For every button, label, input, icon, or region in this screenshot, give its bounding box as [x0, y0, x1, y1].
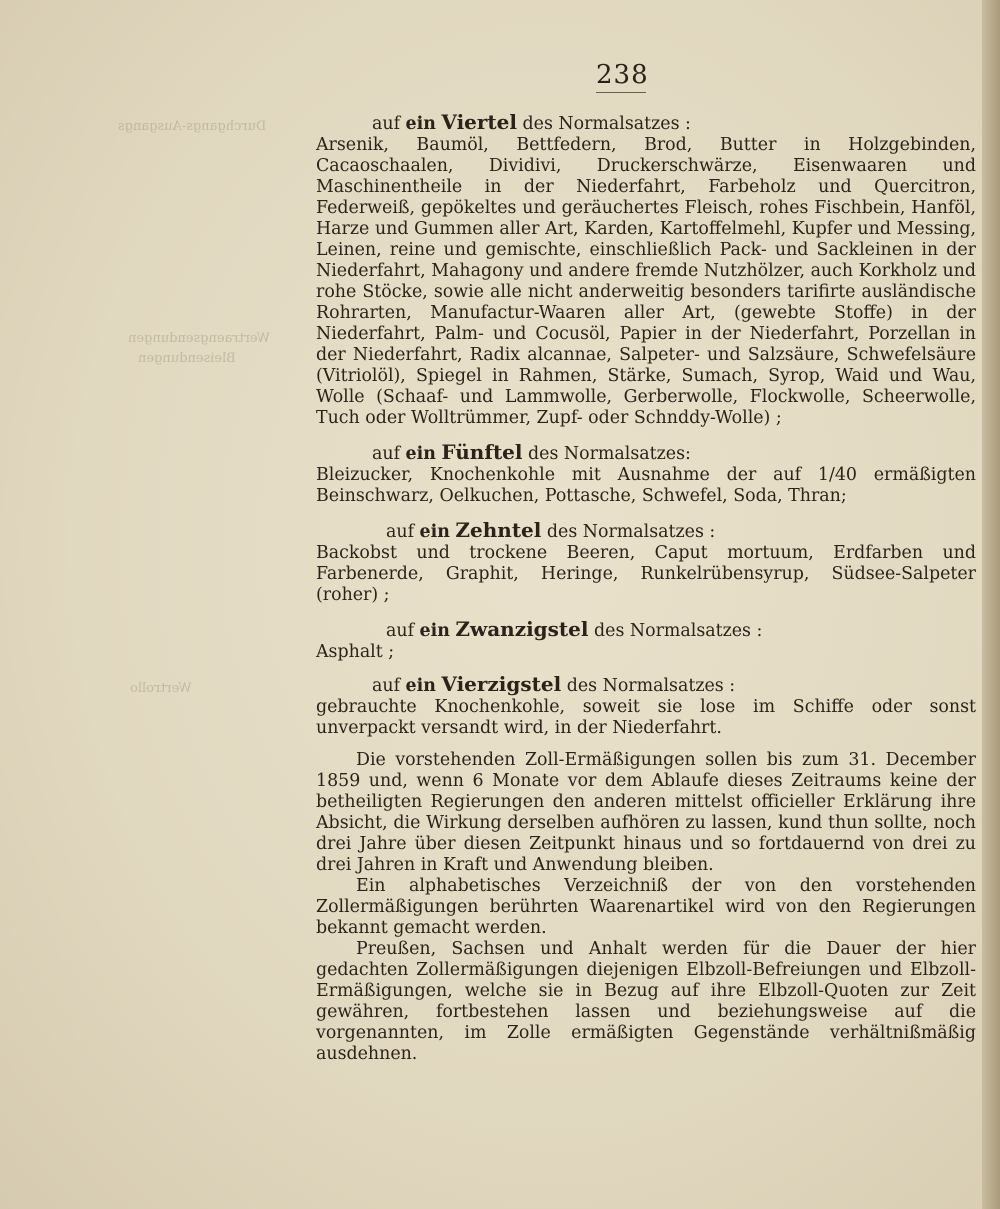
section-heading: auf ein Fünftel des Normalsatzes:	[372, 440, 691, 464]
bleed-through-text: Wertrollo	[130, 681, 192, 696]
fraction-label: Viertel	[441, 110, 517, 134]
fraction-label: Fünftel	[441, 440, 523, 464]
section-heading: auf ein Zehntel des Normalsatzes :	[386, 518, 716, 542]
goods-list: Arsenik, Baumöl, Bettfedern, Brod, Butter in Holzgebinden, Cacaoschaalen, Dividivi, Druckerschwärze, Eisenwaaren und Maschinentheile in der Niederfahrt, Farbeholz und Quercitron, Federweiß, gepökeltes und geräuchertes Fleisch, rohes Fischbein, Hanföl, Harze und Gummen aller Art, Karden, Kartoffelmehl, Kupfer und Messing, Leinen, reine und gemischte, einschließlich Pack- und Sackleinen in der Niederfahrt, Mahagony und andere fremde Nutzhölzer, auch Korkholz und rohe Stöcke, sowie alle nicht anderweitig besonders tarifirte ausländische Rohrarten, Manufactur-Waaren aller Art, (gewebte Stoffe) in der Niederfahrt, Palm- und Cocusöl, Papier in der Niederfahrt, Porzellan in der Niederfahrt, Radix alcannae, Salpeter- und Salzsäure, Schwefelsäure (Vitriolöl), Spiegel in Rahmen, Stärke, Sumach, Syrop, Waid und Wau, Wolle (Schaaf- und Lammwolle, Gerberwolle, Flockwolle, Scheerwolle, Tuch oder Wolltrümmer, Zupf- oder Schnddy-Wolle) ;	[316, 135, 976, 428]
page-body	[316, 112, 976, 1065]
bleed-through-text: Bleisendungen	[138, 351, 236, 366]
goods-list: gebrauchte Knochenkohle, soweit sie lose im Schiffe oder sonst unverpackt versandt wird, in der Niederfahrt.	[316, 697, 976, 738]
section-heading: auf ein Zwanzigstel des Normalsatzes :	[386, 617, 763, 641]
page-number: 238	[596, 60, 649, 90]
goods-list: Backobst und trockene Beeren, Caput mortuum, Erdfarben und Farbenerde, Graphit, Heringe, Runkelrübensyrup, Südsee-Salpeter (roher) ;	[316, 543, 976, 605]
page-number-underline	[596, 92, 646, 93]
goods-list: Asphalt ;	[316, 642, 395, 662]
body-paragraph: Ein alphabetisches Verzeichniß der von den vorstehenden Zollermäßigungen berührten Waarenartikel wird von den Regierungen bekannt gemacht werden.	[316, 876, 976, 938]
section-heading: auf ein Viertel des Normalsatzes :	[372, 110, 691, 134]
fraction-label: Zehntel	[455, 518, 542, 542]
fraction-label: Vierzigstel	[441, 672, 562, 696]
goods-list: Bleizucker, Knochenkohle mit Ausnahme der auf 1/40 ermäßigten Beinschwarz, Oelkuchen, Pottasche, Schwefel, Soda, Thran;	[316, 465, 976, 506]
fraction-label: Zwanzigstel	[455, 617, 589, 641]
body-paragraph: Preußen, Sachsen und Anhalt werden für die Dauer der hier gedachten Zollermäßigungen diejenigen Elbzoll-Befreiungen und Elbzoll-Ermäßigungen, welche sie in Bezug auf ihre Elbzoll-Quoten zur Zeit gewähren, fortbestehen lassen und beziehungsweise auf die vorgenannten, im Zolle ermäßigten Gegenstände verhältnißmäßig ausdehnen.	[316, 939, 976, 1064]
bleed-through-text: Durchgangs-Ausgangs	[118, 119, 267, 134]
page-gutter-shadow	[982, 0, 1000, 1209]
bleed-through-text: Wertraengsendungen	[128, 331, 270, 346]
body-paragraph: Die vorstehenden Zoll-Ermäßigungen sollen bis zum 31. December 1859 und, wenn 6 Monate vor dem Ablaufe dieses Zeitraums keine der betheiligten Regierungen den anderen mittelst officieller Erklärung ihre Absicht, die Wirkung derselben aufhören zu lassen, kund thun sollte, noch drei Jahre über diesen Zeitpunkt hinaus und so fortdauernd von drei zu drei Jahren in Kraft und Anwendung bleiben.	[316, 750, 976, 875]
section-heading: auf ein Vierzigstel des Normalsatzes :	[372, 672, 736, 696]
